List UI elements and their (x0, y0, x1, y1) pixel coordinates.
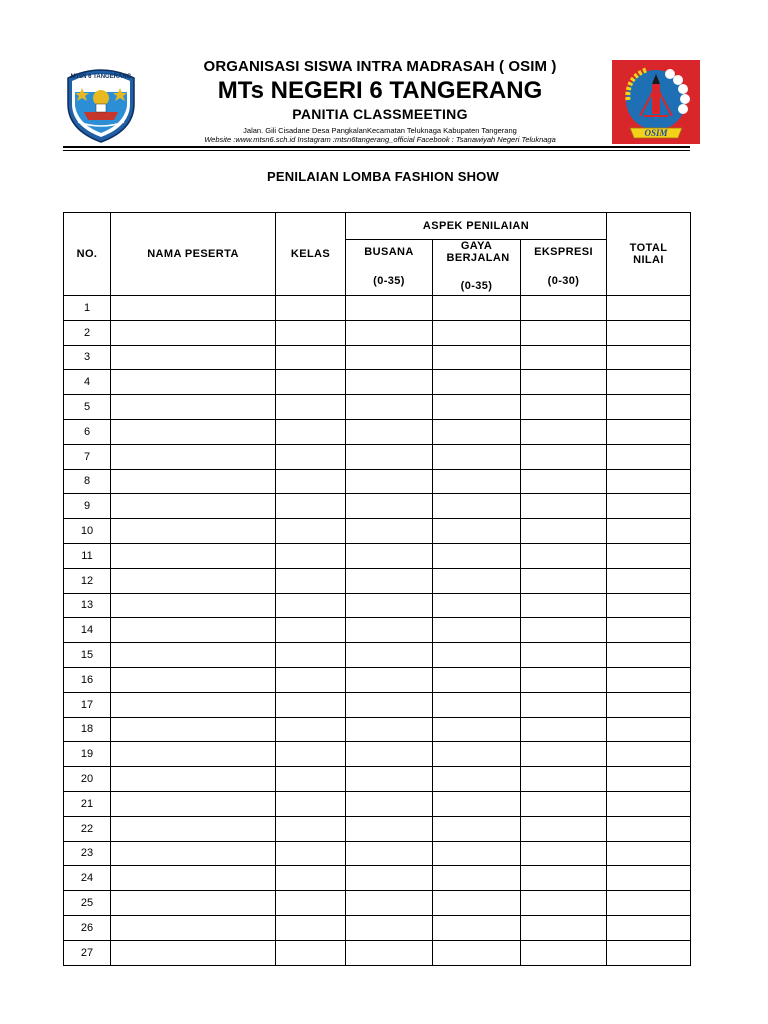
letterhead (150, 58, 610, 144)
busana-score-cell (346, 419, 433, 444)
table-row (64, 568, 691, 593)
busana-score-cell (346, 742, 433, 767)
class-cell (276, 891, 346, 916)
busana-score-cell (346, 618, 433, 643)
busana-score-cell (346, 395, 433, 420)
total-score-cell (607, 692, 691, 717)
participant-name-cell (111, 444, 276, 469)
ekspresi-score-cell (521, 444, 607, 469)
busana-score-cell (346, 519, 433, 544)
total-score-cell (607, 940, 691, 965)
ekspresi-score-cell (521, 568, 607, 593)
row-number: 20 (64, 767, 111, 792)
aspect-name: BUSANA (364, 246, 414, 258)
ekspresi-score-cell (521, 643, 607, 668)
busana-score-cell (346, 667, 433, 692)
ekspresi-score-cell (521, 469, 607, 494)
school-name: MTs NEGERI 6 TANGERANG (217, 77, 543, 104)
gaya-berjalan-score-cell (433, 841, 521, 866)
row-number: 16 (64, 667, 111, 692)
osim-logo-text: OSIM (644, 128, 668, 138)
gaya-berjalan-score-cell (433, 568, 521, 593)
gaya-berjalan-score-cell (433, 593, 521, 618)
busana-score-cell (346, 593, 433, 618)
busana-score-cell (346, 370, 433, 395)
participant-name-cell (111, 296, 276, 321)
table-row (64, 543, 691, 568)
gaya-berjalan-score-cell (433, 816, 521, 841)
total-score-cell (607, 866, 691, 891)
table-row (64, 320, 691, 345)
participant-name-cell (111, 915, 276, 940)
class-cell (276, 717, 346, 742)
row-number: 10 (64, 519, 111, 544)
table-header-row (64, 213, 691, 240)
participant-name-cell (111, 891, 276, 916)
col-header-total-line2: NILAI (633, 254, 664, 266)
row-number: 14 (64, 618, 111, 643)
table-row (64, 395, 691, 420)
class-cell (276, 643, 346, 668)
aspect-range: (0-35) (373, 275, 405, 287)
gaya-berjalan-score-cell (433, 791, 521, 816)
participant-name-cell (111, 320, 276, 345)
busana-score-cell (346, 717, 433, 742)
table-row (64, 618, 691, 643)
busana-score-cell (346, 494, 433, 519)
participant-name-cell (111, 593, 276, 618)
ekspresi-score-cell (521, 419, 607, 444)
ekspresi-score-cell (521, 494, 607, 519)
row-number: 3 (64, 345, 111, 370)
busana-score-cell (346, 345, 433, 370)
gaya-berjalan-score-cell (433, 419, 521, 444)
committee-name: PANITIA CLASSMEETING (292, 106, 468, 122)
participant-name-cell (111, 618, 276, 643)
total-score-cell (607, 742, 691, 767)
participant-name-cell (111, 568, 276, 593)
busana-score-cell (346, 915, 433, 940)
busana-score-cell (346, 643, 433, 668)
participant-name-cell (111, 816, 276, 841)
table-row (64, 940, 691, 965)
row-number: 15 (64, 643, 111, 668)
busana-score-cell (346, 469, 433, 494)
row-number: 21 (64, 791, 111, 816)
participant-name-cell (111, 742, 276, 767)
participant-name-cell (111, 519, 276, 544)
ekspresi-score-cell (521, 692, 607, 717)
busana-score-cell (346, 866, 433, 891)
gaya-berjalan-score-cell (433, 370, 521, 395)
table-row (64, 866, 691, 891)
total-score-cell (607, 717, 691, 742)
row-number: 6 (64, 419, 111, 444)
class-cell (276, 742, 346, 767)
row-number: 23 (64, 841, 111, 866)
col-header-no: NO. (64, 213, 111, 296)
table-row (64, 841, 691, 866)
participant-name-cell (111, 866, 276, 891)
participant-name-cell (111, 419, 276, 444)
table-row (64, 494, 691, 519)
ekspresi-score-cell (521, 296, 607, 321)
total-score-cell (607, 494, 691, 519)
ekspresi-score-cell (521, 519, 607, 544)
gaya-berjalan-score-cell (433, 891, 521, 916)
ekspresi-score-cell (521, 320, 607, 345)
class-cell (276, 915, 346, 940)
class-cell (276, 692, 346, 717)
participant-name-cell (111, 940, 276, 965)
col-header-class: KELAS (276, 213, 346, 296)
header-rule-thin (63, 150, 690, 151)
class-cell (276, 395, 346, 420)
ekspresi-score-cell (521, 395, 607, 420)
gaya-berjalan-score-cell (433, 692, 521, 717)
busana-score-cell (346, 891, 433, 916)
table-row (64, 742, 691, 767)
busana-score-cell (346, 320, 433, 345)
table-body (64, 296, 691, 966)
class-cell (276, 296, 346, 321)
total-score-cell (607, 667, 691, 692)
gaya-berjalan-score-cell (433, 940, 521, 965)
busana-score-cell (346, 543, 433, 568)
class-cell (276, 370, 346, 395)
document-title: PENILAIAN LOMBA FASHION SHOW (267, 169, 499, 184)
gaya-berjalan-score-cell (433, 643, 521, 668)
total-score-cell (607, 395, 691, 420)
class-cell (276, 866, 346, 891)
class-cell (276, 593, 346, 618)
class-cell (276, 618, 346, 643)
table-row (64, 444, 691, 469)
class-cell (276, 469, 346, 494)
total-score-cell (607, 767, 691, 792)
busana-score-cell (346, 940, 433, 965)
total-score-cell (607, 791, 691, 816)
row-number: 4 (64, 370, 111, 395)
gaya-berjalan-score-cell (433, 494, 521, 519)
total-score-cell (607, 469, 691, 494)
total-score-cell (607, 618, 691, 643)
total-score-cell (607, 296, 691, 321)
table-row (64, 891, 691, 916)
participant-name-cell (111, 791, 276, 816)
total-score-cell (607, 891, 691, 916)
participant-name-cell (111, 345, 276, 370)
row-number: 12 (64, 568, 111, 593)
gaya-berjalan-score-cell (433, 866, 521, 891)
class-cell (276, 568, 346, 593)
total-score-cell (607, 593, 691, 618)
organization-name: ORGANISASI SISWA INTRA MADRASAH ( OSIM ) (203, 58, 557, 75)
gaya-berjalan-score-cell (433, 742, 521, 767)
ekspresi-score-cell (521, 866, 607, 891)
table-row (64, 519, 691, 544)
gaya-berjalan-score-cell (433, 320, 521, 345)
total-score-cell (607, 643, 691, 668)
col-header-busana (346, 240, 433, 296)
table-row (64, 767, 691, 792)
ekspresi-score-cell (521, 841, 607, 866)
total-score-cell (607, 370, 691, 395)
ekspresi-score-cell (521, 742, 607, 767)
table-row (64, 816, 691, 841)
row-number: 5 (64, 395, 111, 420)
ekspresi-score-cell (521, 370, 607, 395)
busana-score-cell (346, 841, 433, 866)
ekspresi-score-cell (521, 940, 607, 965)
row-number: 26 (64, 915, 111, 940)
busana-score-cell (346, 692, 433, 717)
table-row (64, 419, 691, 444)
table-row (64, 593, 691, 618)
row-number: 24 (64, 866, 111, 891)
participant-name-cell (111, 717, 276, 742)
row-number: 27 (64, 940, 111, 965)
ekspresi-score-cell (521, 345, 607, 370)
gaya-berjalan-score-cell (433, 915, 521, 940)
participant-name-cell (111, 469, 276, 494)
row-number: 22 (64, 816, 111, 841)
ekspresi-score-cell (521, 543, 607, 568)
total-score-cell (607, 543, 691, 568)
row-number: 8 (64, 469, 111, 494)
row-number: 13 (64, 593, 111, 618)
row-number: 2 (64, 320, 111, 345)
ekspresi-score-cell (521, 791, 607, 816)
participant-name-cell (111, 841, 276, 866)
busana-score-cell (346, 791, 433, 816)
participant-name-cell (111, 543, 276, 568)
table-row (64, 469, 691, 494)
class-cell (276, 667, 346, 692)
aspect-range: (0-30) (547, 275, 580, 287)
row-number: 25 (64, 891, 111, 916)
aspect-range: (0-35) (460, 280, 493, 292)
gaya-berjalan-score-cell (433, 717, 521, 742)
col-header-ekspresi (521, 240, 607, 296)
ekspresi-score-cell (521, 816, 607, 841)
school-address: Jalan. Gili Cisadane Desa PangkalanKecamatan Teluknaga Kabupaten Tangerang (243, 126, 517, 135)
total-score-cell (607, 320, 691, 345)
class-cell (276, 816, 346, 841)
total-score-cell (607, 345, 691, 370)
participant-name-cell (111, 767, 276, 792)
total-score-cell (607, 519, 691, 544)
total-score-cell (607, 841, 691, 866)
participant-name-cell (111, 643, 276, 668)
school-logo (62, 64, 140, 144)
class-cell (276, 494, 346, 519)
ekspresi-score-cell (521, 767, 607, 792)
row-number: 9 (64, 494, 111, 519)
busana-score-cell (346, 444, 433, 469)
row-number: 11 (64, 543, 111, 568)
col-header-total (607, 213, 691, 296)
total-score-cell (607, 816, 691, 841)
school-logo-text: MTsN 6 TANGERANG (70, 74, 132, 80)
class-cell (276, 791, 346, 816)
row-number: 1 (64, 296, 111, 321)
table-row (64, 296, 691, 321)
class-cell (276, 543, 346, 568)
table-row (64, 667, 691, 692)
gaya-berjalan-score-cell (433, 543, 521, 568)
gaya-berjalan-score-cell (433, 667, 521, 692)
aspect-name: GAYA BERJALAN (446, 240, 510, 264)
col-header-name: NAMA PESERTA (111, 213, 276, 296)
total-score-cell (607, 444, 691, 469)
col-header-gaya-berjalan (433, 240, 521, 296)
row-number: 19 (64, 742, 111, 767)
gaya-berjalan-score-cell (433, 444, 521, 469)
ekspresi-score-cell (521, 618, 607, 643)
class-cell (276, 841, 346, 866)
busana-score-cell (346, 568, 433, 593)
total-score-cell (607, 568, 691, 593)
class-cell (276, 444, 346, 469)
table-row (64, 692, 691, 717)
class-cell (276, 519, 346, 544)
gaya-berjalan-score-cell (433, 469, 521, 494)
table-row (64, 915, 691, 940)
school-contacts: Website :www.mtsn6.sch.id Instagram :mtsn6tangerang_official Facebook : Tsanawiyah Negeri Teluknaga (204, 135, 556, 144)
busana-score-cell (346, 296, 433, 321)
total-score-cell (607, 915, 691, 940)
class-cell (276, 345, 346, 370)
busana-score-cell (346, 767, 433, 792)
row-number: 18 (64, 717, 111, 742)
ekspresi-score-cell (521, 717, 607, 742)
participant-name-cell (111, 494, 276, 519)
col-header-total-line1: TOTAL (629, 242, 668, 254)
gaya-berjalan-score-cell (433, 519, 521, 544)
table-row (64, 370, 691, 395)
participant-name-cell (111, 667, 276, 692)
table-row (64, 717, 691, 742)
col-header-aspect: ASPEK PENILAIAN (346, 213, 607, 240)
class-cell (276, 940, 346, 965)
aspect-name: EKSPRESI (534, 246, 593, 258)
gaya-berjalan-score-cell (433, 395, 521, 420)
class-cell (276, 419, 346, 444)
ekspresi-score-cell (521, 891, 607, 916)
header-rule-thick (63, 146, 690, 148)
ekspresi-score-cell (521, 915, 607, 940)
row-number: 7 (64, 444, 111, 469)
busana-score-cell (346, 816, 433, 841)
gaya-berjalan-score-cell (433, 767, 521, 792)
class-cell (276, 767, 346, 792)
row-number: 17 (64, 692, 111, 717)
gaya-berjalan-score-cell (433, 618, 521, 643)
participant-name-cell (111, 692, 276, 717)
table-row (64, 791, 691, 816)
ekspresi-score-cell (521, 593, 607, 618)
participant-name-cell (111, 395, 276, 420)
class-cell (276, 320, 346, 345)
table-row (64, 643, 691, 668)
gaya-berjalan-score-cell (433, 296, 521, 321)
osim-logo (612, 60, 700, 144)
participant-name-cell (111, 370, 276, 395)
score-table (63, 212, 691, 966)
gaya-berjalan-score-cell (433, 345, 521, 370)
table-row (64, 345, 691, 370)
ekspresi-score-cell (521, 667, 607, 692)
total-score-cell (607, 419, 691, 444)
